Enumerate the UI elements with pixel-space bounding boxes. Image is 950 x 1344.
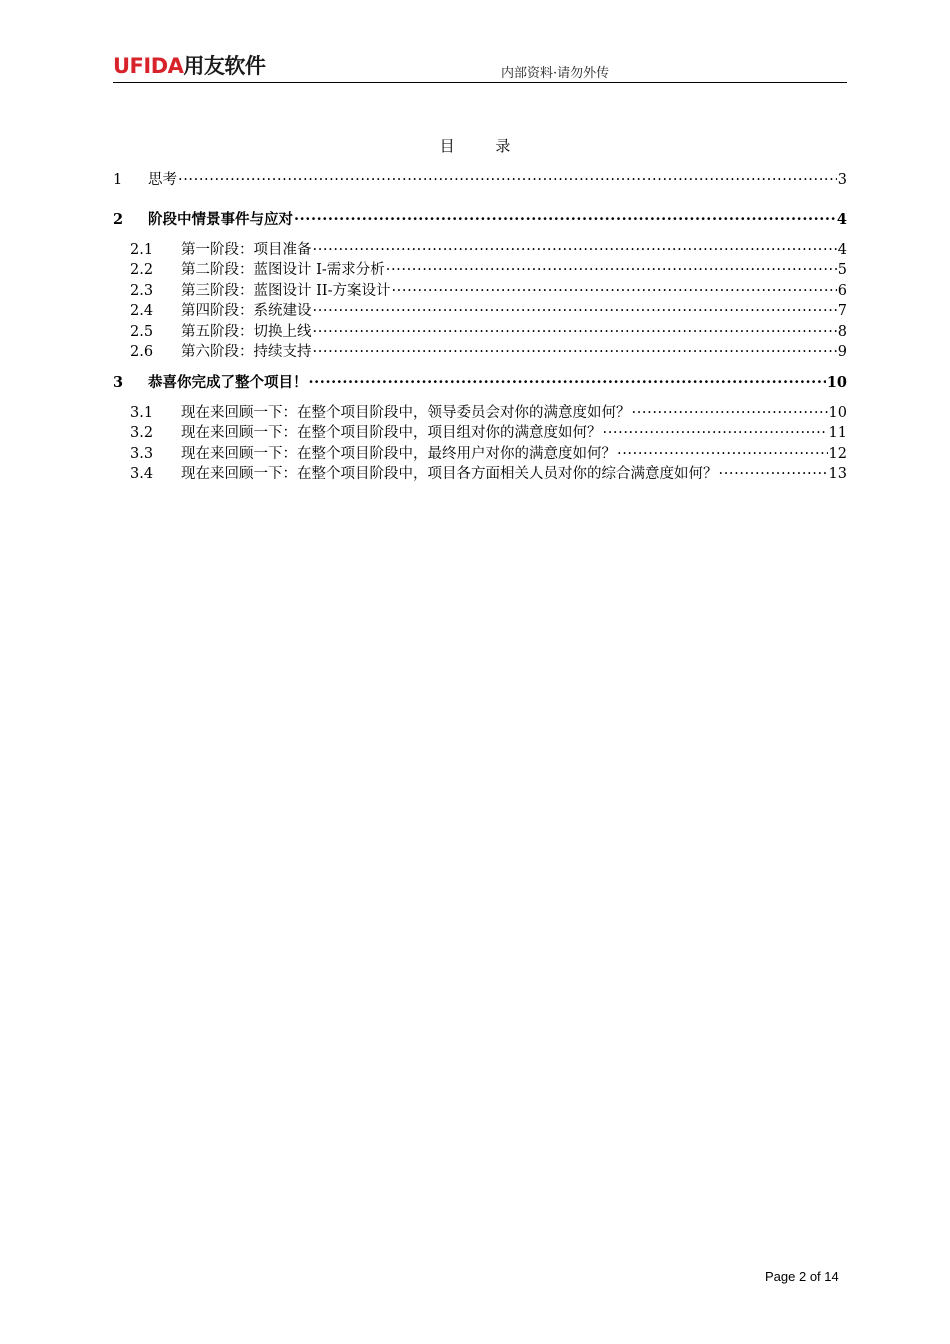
- toc-entry-page: 9: [837, 344, 847, 360]
- toc-dot-leader: [617, 438, 828, 458]
- toc-entry-number: 2.6: [130, 344, 154, 360]
- toc-entry-page: 3: [837, 172, 847, 188]
- toc-dot-leader: [632, 397, 828, 417]
- toc-dot-leader: [309, 367, 826, 387]
- toc-entry-page: 10: [826, 374, 847, 391]
- toc-entry-page: 11: [828, 425, 847, 441]
- toc-entry-2-5[interactable]: [113, 316, 847, 340]
- toc-entry-page: 4: [837, 242, 847, 258]
- toc-entry-page: 7: [837, 303, 847, 319]
- ufida-logo: [113, 54, 265, 78]
- toc-entry-3-1[interactable]: [113, 397, 847, 421]
- toc-entry-number: 2.5: [130, 324, 154, 340]
- confidential-note: 内部资料·请勿外传: [501, 66, 610, 81]
- toc-entry-title: 第五阶段：切换上线: [181, 324, 312, 340]
- toc-entry-page: 5: [837, 262, 847, 278]
- page-header: [113, 52, 847, 83]
- toc-entry-2-1[interactable]: [113, 234, 847, 258]
- toc-entry-page: 10: [828, 405, 847, 421]
- toc-entry-number: 3.1: [130, 405, 154, 421]
- toc-entry-title: 现在来回顾一下：在整个项目阶段中，领导委员会对你的满意度如何？: [181, 405, 631, 421]
- toc-entry-number: 2.1: [130, 242, 154, 258]
- toc-entry-3-2[interactable]: [113, 417, 847, 441]
- toc-entry-3[interactable]: [113, 367, 847, 391]
- toc-entry-number: 3.4: [130, 466, 154, 482]
- toc-entry-page: 8: [837, 324, 847, 340]
- toc-entry-3-4[interactable]: [113, 458, 847, 482]
- toc-dot-leader: [313, 234, 837, 254]
- toc-dot-leader: [313, 336, 837, 356]
- toc-entry-page: 13: [828, 466, 847, 482]
- toc-entry-number: 2.3: [130, 283, 154, 299]
- toc-dot-leader: [313, 316, 837, 336]
- toc-dot-leader: [391, 275, 836, 295]
- toc-entry-page: 4: [836, 211, 847, 228]
- toc-entry-title: 思考: [148, 172, 177, 188]
- toc-title: 目 录: [439, 137, 529, 155]
- logo-cjk: 用友软件: [183, 54, 266, 78]
- toc-dot-leader: [313, 295, 837, 315]
- toc-entry-number: 3.2: [130, 425, 154, 441]
- toc-entry-page: 12: [828, 446, 847, 462]
- toc-entry-number: 1: [113, 172, 123, 188]
- toc-entry-title: 恭喜你完成了整个项目！: [148, 374, 308, 391]
- toc-dot-leader: [178, 164, 837, 184]
- toc-entry-title: 第六阶段：持续支持: [181, 344, 312, 360]
- toc-entry-title: 现在来回顾一下：在整个项目阶段中，最终用户对你的满意度如何？: [181, 446, 616, 462]
- toc-entry-title: 第二阶段：蓝图设计 I-需求分析: [181, 262, 385, 278]
- toc-entry-1[interactable]: [113, 164, 847, 188]
- toc-entry-2-4[interactable]: [113, 295, 847, 319]
- toc-entry-title: 第一阶段：项目准备: [181, 242, 312, 258]
- toc-entry-title: 阶段中情景事件与应对: [148, 211, 293, 228]
- toc-entry-2-3[interactable]: [113, 275, 847, 299]
- toc-entry-3-3[interactable]: [113, 438, 847, 462]
- page-number: Page 2 of 14: [765, 1269, 839, 1284]
- toc-entry-number: 2.4: [130, 303, 154, 319]
- toc-entry-title: 第三阶段：蓝图设计 II-方案设计: [181, 283, 391, 299]
- toc-entry-2-2[interactable]: [113, 254, 847, 278]
- toc-entry-number: 3: [113, 374, 124, 391]
- toc-entry-number: 2: [113, 211, 124, 228]
- toc-entry-number: 2.2: [130, 262, 154, 278]
- toc-dot-leader: [603, 417, 828, 437]
- logo-latin: UFIDA: [113, 54, 184, 78]
- toc-entry-2-6[interactable]: [113, 336, 847, 360]
- toc-dot-leader: [386, 254, 837, 274]
- toc-entry-page: 6: [837, 283, 847, 299]
- toc-dot-leader: [719, 458, 828, 478]
- toc-entry-2[interactable]: [113, 204, 847, 228]
- toc-entry-title: 现在来回顾一下：在整个项目阶段中，项目组对你的满意度如何？: [181, 425, 602, 441]
- toc-dot-leader: [294, 204, 836, 224]
- toc-entry-title: 第四阶段：系统建设: [181, 303, 312, 319]
- toc-entry-title: 现在来回顾一下：在整个项目阶段中，项目各方面相关人员对你的综合满意度如何？: [181, 466, 718, 482]
- toc-entry-number: 3.3: [130, 446, 154, 462]
